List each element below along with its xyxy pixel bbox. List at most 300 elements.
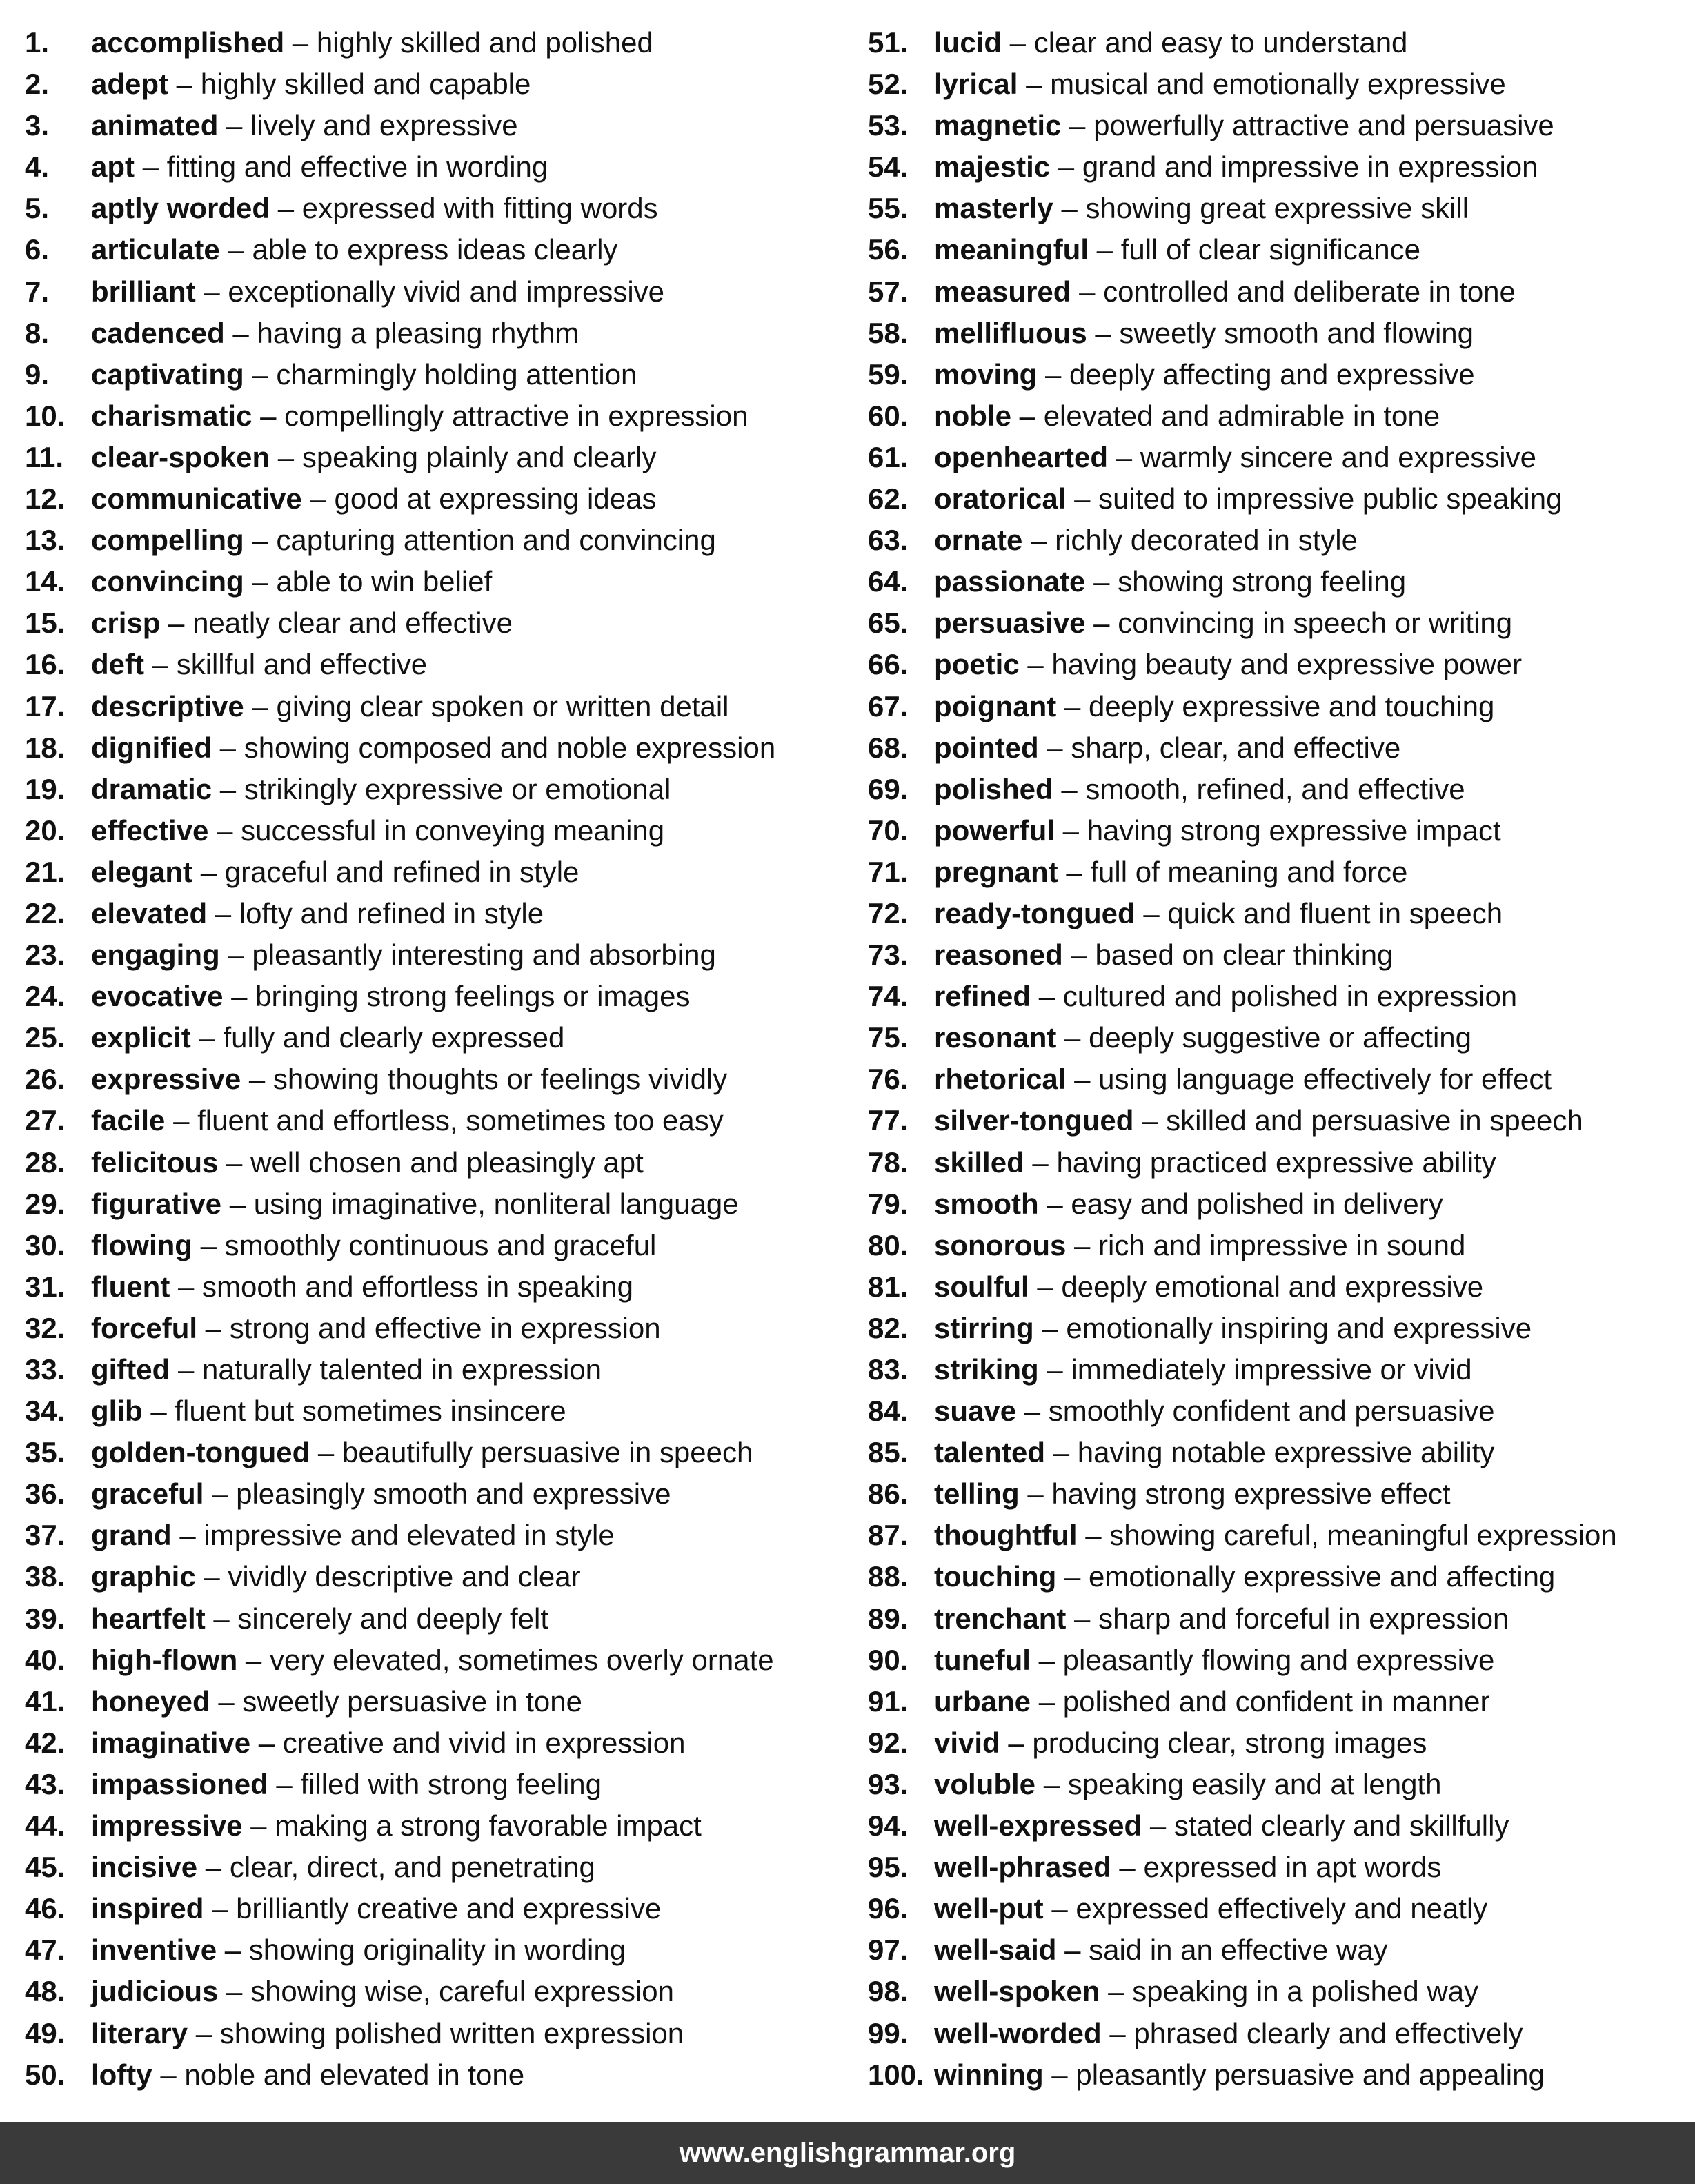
entry-word: smooth (934, 1187, 1039, 1220)
word-entry (25, 769, 846, 810)
entry-separator: – (1038, 1187, 1071, 1220)
entry-separator: – (170, 1353, 203, 1386)
entry-separator: – (160, 607, 193, 640)
word-entry (25, 313, 846, 354)
entry-word: openhearted (934, 440, 1109, 473)
entry-word: clear-spoken (91, 440, 270, 473)
entry-word: talented (934, 1436, 1046, 1469)
entry-number: 54. (868, 150, 909, 184)
entry-separator: – (135, 150, 167, 184)
entry-number: 40. (25, 1643, 66, 1676)
entry-number: 100. (868, 2058, 924, 2091)
entry-word: poetic (934, 648, 1020, 681)
entry-word: dignified (91, 731, 212, 764)
entry-word: incisive (91, 1851, 198, 1884)
word-entry (868, 1059, 1689, 1100)
entry-definition: quick and fluent in speech (1167, 896, 1503, 929)
entry-separator: – (207, 896, 239, 929)
entry-word: aptly worded (91, 192, 270, 225)
entry-number: 46. (25, 1892, 66, 1925)
entry-number: 55. (868, 192, 909, 225)
entry-separator: – (218, 1975, 251, 2008)
entry-separator: – (195, 275, 228, 308)
entry-word: flowing (91, 1228, 192, 1261)
entry-word: well-phrased (934, 1851, 1111, 1884)
entry-separator: – (192, 855, 225, 888)
word-entry (25, 188, 846, 229)
entry-separator: – (1019, 1477, 1052, 1511)
word-entry (868, 1805, 1689, 1847)
entry-word: pointed (934, 731, 1039, 764)
entry-separator: – (218, 1145, 251, 1179)
word-entry (868, 727, 1689, 769)
word-entry (25, 2013, 846, 2054)
word-entry (868, 976, 1689, 1017)
entry-separator: – (1043, 2058, 1076, 2091)
entry-definition: showing composed and noble expression (244, 731, 776, 764)
entry-word: glib (91, 1395, 143, 1428)
entry-separator: – (219, 938, 252, 972)
entry-word: majestic (934, 150, 1051, 184)
entry-word: facile (91, 1104, 166, 1137)
word-entry (868, 810, 1689, 852)
entry-definition: said in an effective way (1089, 1934, 1388, 1967)
entry-word: lyrical (934, 68, 1018, 101)
word-entry (868, 2054, 1689, 2096)
entry-number: 19. (25, 772, 66, 805)
entry-number: 79. (868, 1187, 909, 1220)
entry-number: 95. (868, 1851, 909, 1884)
entry-word: captivating (91, 357, 244, 391)
word-entry (25, 1929, 846, 1971)
entry-word: dramatic (91, 772, 212, 805)
word-list-left-column (25, 22, 846, 2096)
entry-word: animated (91, 109, 219, 142)
entry-word: trenchant (934, 1602, 1067, 1635)
entry-word: golden-tongued (91, 1436, 310, 1469)
footer-url[interactable]: www.englishgrammar.org (679, 2138, 1016, 2168)
entry-separator: – (142, 1395, 175, 1428)
entry-number: 32. (25, 1311, 66, 1344)
entry-definition: producing clear, strong images (1032, 1726, 1427, 1759)
entry-definition: using imaginative, nonliteral language (253, 1187, 739, 1220)
entry-word: well-said (934, 1934, 1057, 1967)
entry-separator: – (1037, 357, 1070, 391)
entry-word: brilliant (91, 275, 196, 308)
entry-number: 1. (25, 26, 50, 59)
entry-definition: making a strong favorable impact (275, 1809, 702, 1842)
entry-number: 96. (868, 1892, 909, 1925)
entry-word: descriptive (91, 689, 244, 722)
entry-number: 99. (868, 2016, 909, 2049)
entry-separator: – (218, 109, 251, 142)
entry-definition: deeply affecting and expressive (1069, 357, 1475, 391)
entry-definition: showing polished written expression (219, 2016, 684, 2049)
word-entry (25, 810, 846, 852)
entry-definition: immediately impressive or vivid (1071, 1353, 1472, 1386)
entry-separator: – (252, 399, 285, 432)
word-entry (868, 1390, 1689, 1432)
entry-separator: – (244, 524, 277, 557)
word-entry (25, 146, 846, 188)
entry-word: moving (934, 357, 1038, 391)
entry-word: rhetorical (934, 1063, 1067, 1096)
entry-definition: emotionally expressive and affecting (1089, 1560, 1556, 1593)
word-entry (25, 727, 846, 769)
entry-word: inventive (91, 1934, 217, 1967)
entry-word: communicative (91, 482, 302, 515)
entry-separator: – (223, 980, 256, 1013)
entry-separator: – (210, 1684, 243, 1718)
entry-separator: – (270, 192, 302, 225)
entry-definition: fluent but sometimes insincere (175, 1395, 566, 1428)
entry-number: 37. (25, 1519, 66, 1552)
entry-number: 2. (25, 68, 50, 101)
entry-number: 20. (25, 814, 66, 847)
word-entry (868, 1515, 1689, 1556)
entry-separator: – (250, 1726, 283, 1759)
entry-word: judicious (91, 1975, 219, 2008)
entry-separator: – (1066, 482, 1099, 515)
entry-number: 67. (868, 689, 909, 722)
entry-number: 9. (25, 357, 50, 391)
entry-definition: having strong expressive impact (1087, 814, 1501, 847)
entry-separator: – (1058, 855, 1091, 888)
entry-definition: smoothly continuous and graceful (224, 1228, 657, 1261)
word-entry (25, 1764, 846, 1805)
entry-number: 14. (25, 565, 66, 598)
entry-word: expressive (91, 1063, 241, 1096)
entry-word: graphic (91, 1560, 196, 1593)
entry-number: 64. (868, 565, 909, 598)
word-entry (25, 1308, 846, 1349)
entry-separator: – (1000, 1726, 1033, 1759)
entry-separator: – (212, 772, 244, 805)
entry-separator: – (1030, 1643, 1063, 1676)
entry-number: 24. (25, 980, 66, 1013)
entry-word: forceful (91, 1311, 198, 1344)
word-entry (868, 105, 1689, 146)
entry-word: passionate (934, 565, 1086, 598)
entry-separator: – (1056, 1021, 1089, 1054)
entry-word: deft (91, 648, 144, 681)
entry-word: meaningful (934, 233, 1089, 266)
word-entry (25, 1805, 846, 1847)
entry-number: 94. (868, 1809, 909, 1842)
entry-definition: filled with strong feeling (300, 1767, 602, 1800)
entry-number: 23. (25, 938, 66, 972)
entry-word: reasoned (934, 938, 1063, 972)
entry-number: 60. (868, 399, 909, 432)
entry-separator: – (1035, 1767, 1068, 1800)
entry-definition: exceptionally vivid and impressive (228, 275, 665, 308)
entry-number: 69. (868, 772, 909, 805)
entry-separator: – (204, 1477, 237, 1511)
entry-number: 66. (868, 648, 909, 681)
entry-definition: fully and clearly expressed (223, 1021, 565, 1054)
entry-word: well-put (934, 1892, 1044, 1925)
entry-definition: showing strong feeling (1118, 565, 1407, 598)
entry-separator: – (1011, 399, 1044, 432)
word-entry (25, 852, 846, 893)
word-entry (25, 1142, 846, 1183)
entry-separator: – (1033, 1311, 1067, 1344)
word-entry (25, 893, 846, 934)
entry-definition: clear, direct, and penetrating (229, 1851, 595, 1884)
entry-definition: deeply suggestive or affecting (1089, 1021, 1471, 1054)
entry-number: 58. (868, 316, 909, 349)
entry-definition: phrased clearly and effectively (1133, 2016, 1523, 2049)
word-entry (25, 1598, 846, 1640)
entry-number: 48. (25, 1975, 66, 2008)
word-entry (25, 1349, 846, 1390)
entry-separator: – (1050, 150, 1082, 184)
entry-definition: showing great expressive skill (1085, 192, 1469, 225)
word-entry (868, 852, 1689, 893)
entry-word: imaginative (91, 1726, 251, 1759)
entry-separator: – (1133, 1104, 1167, 1137)
word-entry (868, 1764, 1689, 1805)
entry-definition: showing careful, meaningful expression (1109, 1519, 1617, 1552)
entry-number: 6. (25, 233, 50, 266)
entry-word: elegant (91, 855, 193, 888)
entry-word: honeyed (91, 1684, 210, 1718)
entry-definition: capturing attention and convincing (276, 524, 716, 557)
entry-word: magnetic (934, 109, 1062, 142)
entry-number: 39. (25, 1602, 66, 1635)
word-entry (868, 520, 1689, 561)
entry-separator: – (237, 1643, 270, 1676)
word-entry (25, 686, 846, 727)
entry-word: sonorous (934, 1228, 1067, 1261)
word-entry (25, 63, 846, 105)
entry-number: 30. (25, 1228, 66, 1261)
entry-number: 10. (25, 399, 66, 432)
entry-word: adept (91, 68, 169, 101)
entry-number: 45. (25, 1851, 66, 1884)
entry-separator: – (1019, 648, 1052, 681)
entry-separator: – (197, 1851, 230, 1884)
entry-word: articulate (91, 233, 220, 266)
entry-word: powerful (934, 814, 1055, 847)
word-entry (25, 1432, 846, 1473)
word-entry (868, 1349, 1689, 1390)
entry-number: 73. (868, 938, 909, 972)
entry-word: polished (934, 772, 1053, 805)
entry-separator: – (1071, 275, 1104, 308)
entry-definition: able to express ideas clearly (252, 233, 618, 266)
entry-definition: convincing in speech or writing (1118, 607, 1513, 640)
word-entry (868, 893, 1689, 934)
entry-number: 42. (25, 1726, 66, 1759)
entry-word: well-expressed (934, 1809, 1142, 1842)
entry-word: convincing (91, 565, 244, 598)
entry-definition: pleasingly smooth and expressive (236, 1477, 671, 1511)
entry-word: poignant (934, 689, 1057, 722)
entry-word: skilled (934, 1145, 1024, 1179)
entry-number: 92. (868, 1726, 909, 1759)
entry-number: 43. (25, 1767, 66, 1800)
entry-definition: naturally talented in expression (202, 1353, 602, 1386)
entry-separator: – (1053, 772, 1086, 805)
entry-number: 26. (25, 1063, 66, 1096)
word-entry (868, 561, 1689, 602)
entry-word: masterly (934, 192, 1053, 225)
entry-separator: – (165, 1104, 198, 1137)
entry-definition: emotionally inspiring and expressive (1066, 1311, 1532, 1344)
entry-definition: speaking easily and at length (1067, 1767, 1442, 1800)
entry-separator: – (1029, 1270, 1062, 1303)
entry-word: fluent (91, 1270, 170, 1303)
entry-definition: warmly sincere and expressive (1140, 440, 1536, 473)
entry-word: grand (91, 1519, 172, 1552)
word-entry (25, 1971, 846, 2012)
word-entry (868, 686, 1689, 727)
entry-separator: – (1053, 192, 1086, 225)
word-entry (25, 1681, 846, 1722)
entry-definition: showing originality in wording (248, 1934, 626, 1967)
entry-definition: highly skilled and capable (200, 68, 531, 101)
entry-separator: – (1061, 109, 1094, 142)
word-entry (868, 395, 1689, 437)
entry-separator: – (1066, 1063, 1099, 1096)
word-entry (868, 1142, 1689, 1183)
entry-separator: – (224, 316, 257, 349)
entry-number: 72. (868, 896, 909, 929)
entry-number: 84. (868, 1395, 909, 1428)
entry-separator: – (1066, 1602, 1099, 1635)
entry-number: 88. (868, 1560, 909, 1593)
entry-number: 78. (868, 1145, 909, 1179)
word-entry (868, 1847, 1689, 1888)
entry-separator: – (1142, 1809, 1174, 1842)
entry-word: elevated (91, 896, 208, 929)
entry-separator: – (1100, 1975, 1133, 2008)
entry-separator: – (1055, 814, 1087, 847)
entry-separator: – (1038, 731, 1071, 764)
entry-definition: powerfully attractive and persuasive (1093, 109, 1554, 142)
entry-word: charismatic (91, 399, 252, 432)
word-entry (868, 22, 1689, 63)
entry-number: 36. (25, 1477, 66, 1511)
entry-number: 76. (868, 1063, 909, 1096)
entry-separator: – (171, 1519, 204, 1552)
entry-word: graceful (91, 1477, 204, 1511)
word-entry (868, 1722, 1689, 1764)
entry-definition: well chosen and pleasingly apt (250, 1145, 644, 1179)
entry-separator: – (211, 731, 244, 764)
entry-definition: noble and elevated in tone (184, 2058, 525, 2091)
entry-separator: – (1024, 1145, 1057, 1179)
entry-separator: – (1043, 1892, 1076, 1925)
entry-definition: based on clear thinking (1095, 938, 1394, 972)
entry-separator: – (204, 1892, 237, 1925)
word-entry (25, 520, 846, 561)
entry-definition: sweetly persuasive in tone (242, 1684, 583, 1718)
entry-separator: – (208, 814, 241, 847)
word-entry (25, 1722, 846, 1764)
entry-definition: smooth and effortless in speaking (202, 1270, 633, 1303)
entry-separator: – (310, 1436, 342, 1469)
entry-definition: full of clear significance (1120, 233, 1420, 266)
word-entry (868, 1971, 1689, 2012)
entry-definition: speaking plainly and clearly (301, 440, 657, 473)
word-entry (25, 1225, 846, 1266)
entry-definition: musical and emotionally expressive (1050, 68, 1506, 101)
word-entry (25, 437, 846, 478)
entry-separator: – (1077, 1519, 1110, 1552)
entry-number: 91. (868, 1684, 909, 1718)
entry-number: 82. (868, 1311, 909, 1344)
word-list-right-column (868, 22, 1689, 2096)
entry-separator: – (1056, 1560, 1089, 1593)
entry-number: 35. (25, 1436, 66, 1469)
entry-definition: fitting and effective in wording (166, 150, 548, 184)
entry-separator: – (152, 2058, 185, 2091)
entry-separator: – (1002, 26, 1034, 59)
entry-number: 59. (868, 357, 909, 391)
entry-definition: expressed effectively and neatly (1076, 1892, 1488, 1925)
entry-number: 56. (868, 233, 909, 266)
entry-word: suave (934, 1395, 1017, 1428)
entry-definition: brilliantly creative and expressive (236, 1892, 662, 1925)
entry-number: 41. (25, 1684, 66, 1718)
word-entry (25, 1888, 846, 1929)
entry-definition: very elevated, sometimes overly ornate (269, 1643, 774, 1676)
word-entry (868, 1225, 1689, 1266)
entry-word: persuasive (934, 607, 1086, 640)
entry-word: literary (91, 2016, 188, 2049)
entry-number: 74. (868, 980, 909, 1013)
entry-word: lucid (934, 26, 1002, 59)
entry-word: silver-tongued (934, 1104, 1134, 1137)
entry-definition: lofty and refined in style (239, 896, 544, 929)
entry-definition: using language effectively for effect (1098, 1063, 1552, 1096)
entry-word: inspired (91, 1892, 204, 1925)
entry-definition: grand and impressive in expression (1082, 150, 1538, 184)
entry-definition: giving clear spoken or written detail (276, 689, 729, 722)
entry-number: 80. (868, 1228, 909, 1261)
entry-word: touching (934, 1560, 1057, 1593)
word-entry (868, 1308, 1689, 1349)
entry-word: vivid (934, 1726, 1000, 1759)
entry-separator: – (1062, 938, 1096, 972)
word-entry (868, 1266, 1689, 1308)
entry-separator: – (244, 689, 277, 722)
entry-definition: full of meaning and force (1090, 855, 1408, 888)
word-entry (25, 229, 846, 270)
entry-number: 87. (868, 1519, 909, 1552)
entry-separator: – (170, 1270, 203, 1303)
word-entry (25, 1473, 846, 1515)
entry-word: winning (934, 2058, 1044, 2091)
entry-number: 77. (868, 1104, 909, 1137)
entry-definition: cultured and polished in expression (1062, 980, 1518, 1013)
word-entry (25, 1390, 846, 1432)
entry-definition: clear and easy to understand (1033, 26, 1408, 59)
entry-word: lofty (91, 2058, 152, 2091)
entry-number: 22. (25, 896, 66, 929)
entry-number: 71. (868, 855, 909, 888)
entry-number: 4. (25, 150, 50, 184)
entry-word: resonant (934, 1021, 1057, 1054)
entry-word: tuneful (934, 1643, 1031, 1676)
entry-word: gifted (91, 1353, 170, 1386)
word-entry (868, 1888, 1689, 1929)
entry-word: impressive (91, 1809, 243, 1842)
entry-number: 7. (25, 275, 50, 308)
entry-separator: – (1089, 233, 1121, 266)
